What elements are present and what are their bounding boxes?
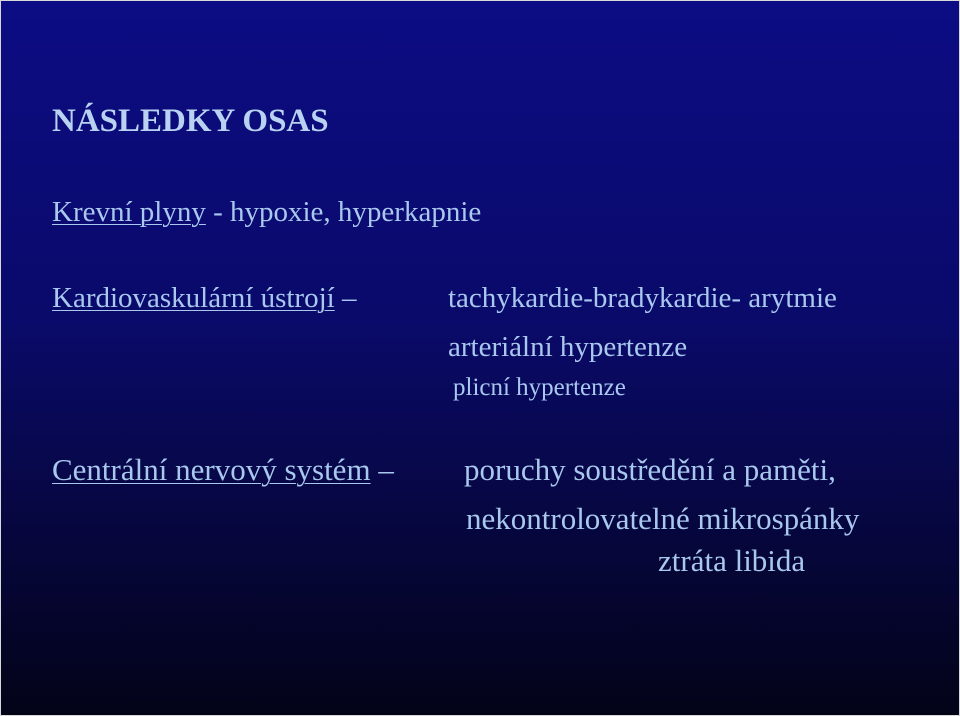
cardio-item-3: plicní hypertenze: [453, 374, 626, 401]
cardio-line: [52, 284, 356, 313]
blood-gas-line: [52, 198, 481, 227]
cardio-dash: –: [334, 282, 357, 314]
cardio-item-1: tachykardie-bradykardie- arytmie: [448, 282, 837, 314]
cns-item-3: ztráta libida: [658, 543, 806, 578]
cardio-link[interactable]: Kardiovaskulární ústrojí: [52, 282, 335, 314]
cns-link[interactable]: Centrální nervový systém: [52, 452, 371, 487]
cns-item-1: poruchy soustředění a paměti,: [464, 452, 836, 487]
cns-dash: –: [370, 452, 394, 487]
cns-line: [52, 454, 394, 485]
cardio-item-2: arteriální hypertenze: [448, 331, 688, 363]
cns-item-2: nekontrolovatelné mikrospánky: [466, 501, 860, 536]
blood-gas-link[interactable]: Krevní plyny: [52, 196, 206, 228]
slide-title: NÁSLEDKY OSAS: [52, 103, 329, 139]
blood-gas-text: - hypoxie, hyperkapnie: [205, 196, 482, 228]
